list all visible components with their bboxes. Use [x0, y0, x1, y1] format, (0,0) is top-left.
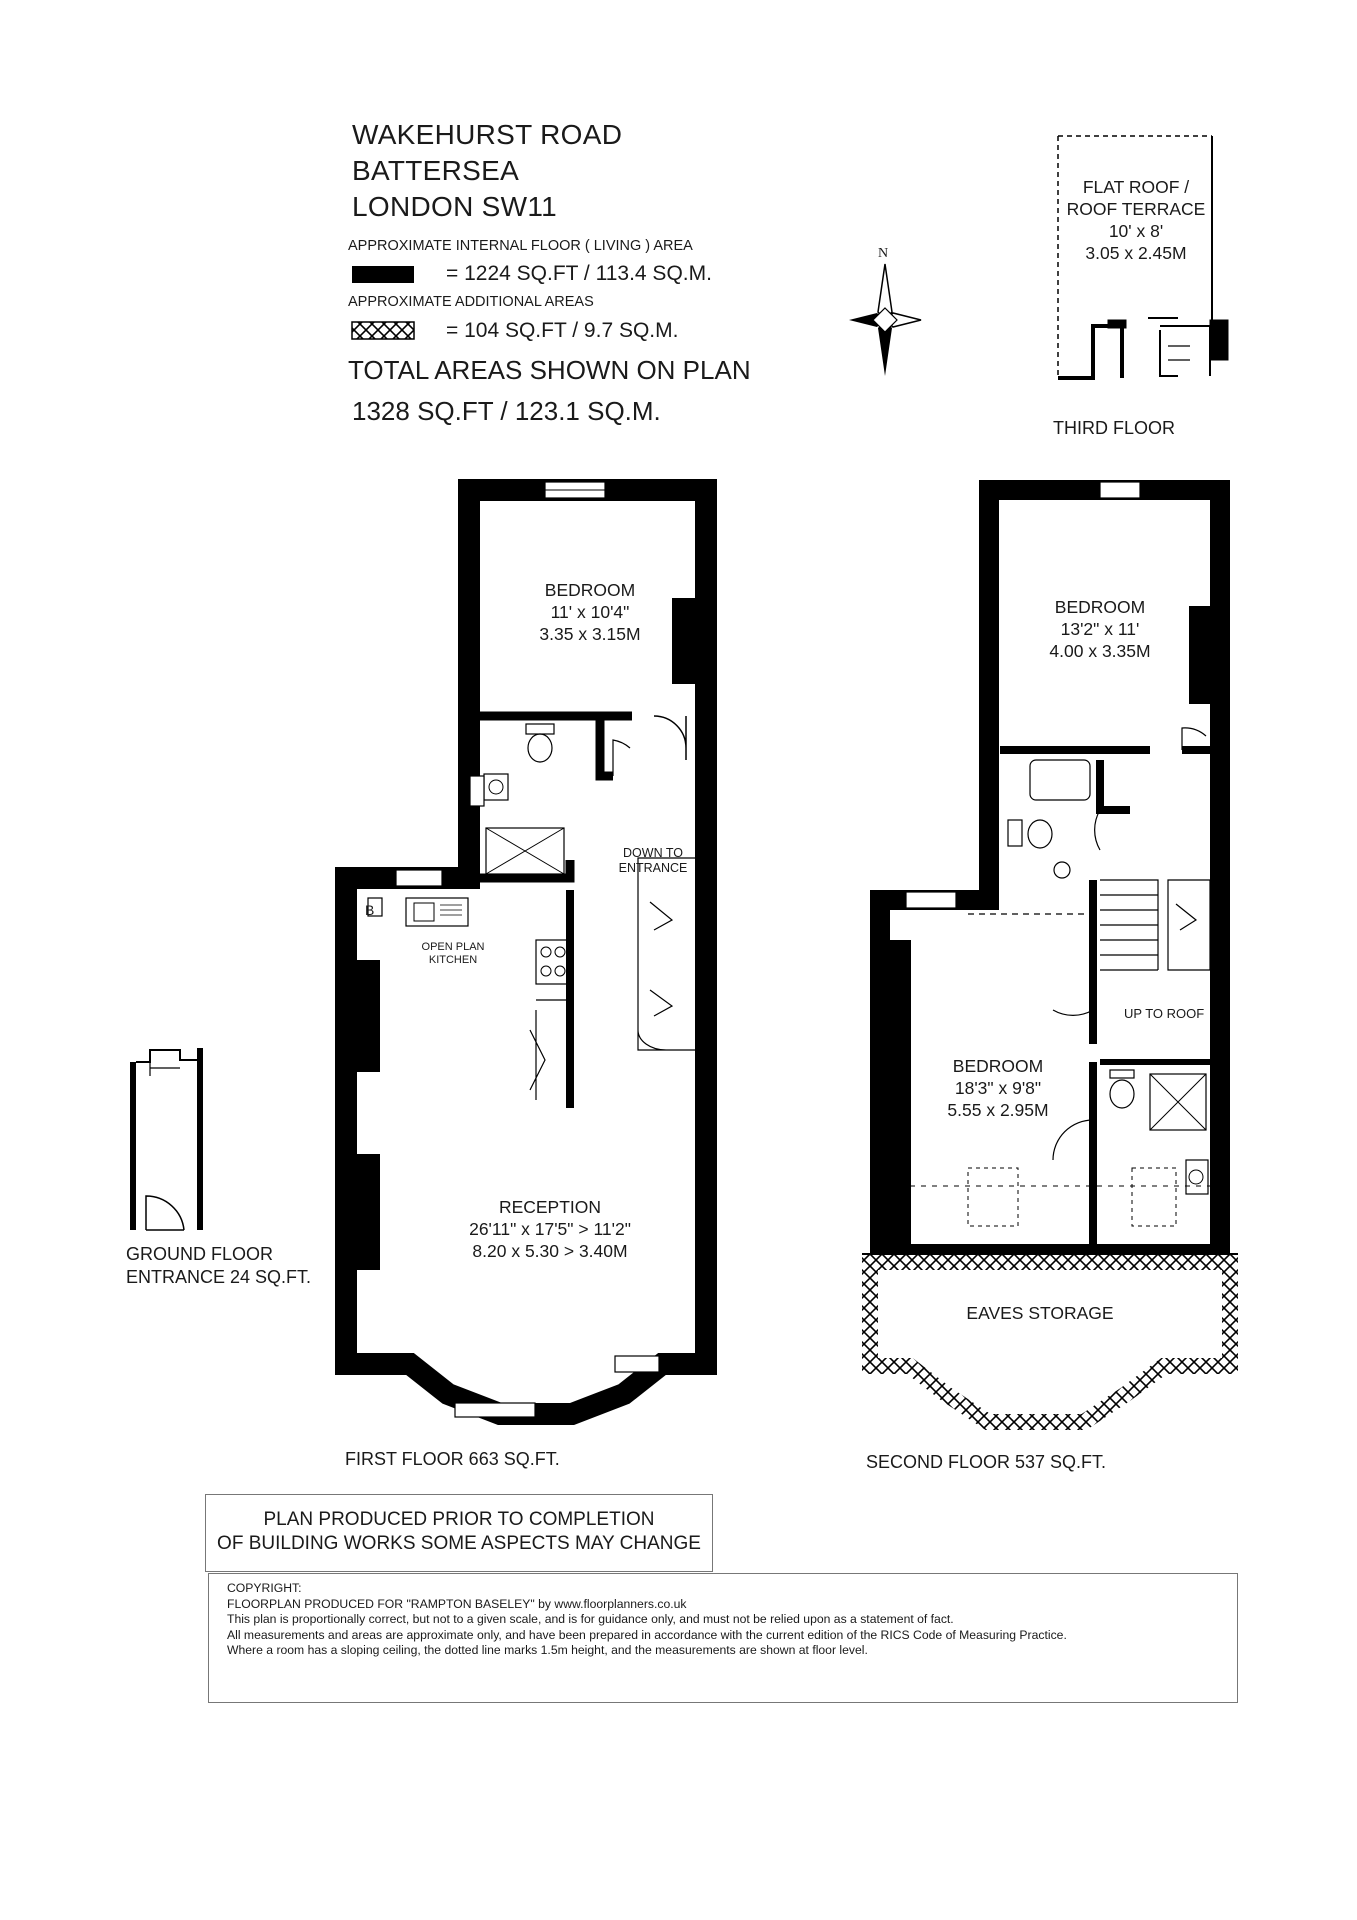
- copyright-line-4: All measurements and areas are approximate only, and have been prepared in accordance with the current edition of the RICS Code of Measuring Practice.: [227, 1627, 1067, 1642]
- ground-line-1: GROUND FLOOR: [126, 1244, 274, 1264]
- down-line-2: ENTRANCE: [618, 861, 688, 875]
- kitchen-line-1: OPEN PLAN: [421, 941, 485, 953]
- room-imperial: 11' x 10'4": [550, 602, 630, 622]
- room-name: BEDROOM: [952, 1056, 1044, 1076]
- additional-area-swatch: [352, 322, 414, 339]
- address-line-2: BATTERSEA: [352, 155, 520, 186]
- first-floor-label: FIRST FLOOR 663 SQ.FT.: [345, 1449, 560, 1469]
- total-area-heading: TOTAL AREAS SHOWN ON PLAN: [348, 355, 751, 385]
- room-imperial: 18'3" x 9'8": [954, 1078, 1042, 1098]
- room-metric: 8.20 x 5.30 > 3.40M: [472, 1241, 628, 1261]
- address-block: [352, 117, 622, 225]
- room-imperial: 26'11" x 17'5" > 11'2": [469, 1219, 631, 1239]
- living-area-value: = 1224 SQ.FT / 113.4 SQ.M.: [446, 262, 712, 285]
- eaves-storage-label: EAVES STORAGE: [966, 1303, 1114, 1323]
- notice-box: [205, 1494, 713, 1572]
- up-to-roof-label: UP TO ROOF: [1124, 1006, 1205, 1021]
- notice-line-2: OF BUILDING WORKS SOME ASPECTS MAY CHANGE: [217, 1533, 701, 1554]
- first-floor-bedroom-label: [500, 579, 680, 645]
- notice-line-1: PLAN PRODUCED PRIOR TO COMPLETION: [263, 1509, 655, 1530]
- boiler-label: B: [365, 902, 375, 918]
- roof-terrace-line-3: 10' x 8': [1108, 221, 1164, 241]
- copyright-line-5: Where a room has a sloping ceiling, the dotted line marks 1.5m height, and the measurements are shown at floor level.: [227, 1643, 868, 1657]
- additional-area-heading: APPROXIMATE ADDITIONAL AREAS: [348, 294, 594, 310]
- second-floor-bedroom-2-label: [908, 1055, 1088, 1121]
- room-metric: 3.35 x 3.15M: [539, 624, 641, 644]
- ground-floor-plan: [130, 1048, 203, 1230]
- address-line-1: WAKEHURST ROAD: [352, 119, 623, 150]
- compass-north-label: N: [878, 246, 889, 261]
- roof-terrace-line-4: 3.05 x 2.45M: [1085, 243, 1187, 263]
- room-name: BEDROOM: [544, 580, 636, 600]
- roof-terrace-line-2: ROOF TERRACE: [1066, 199, 1206, 219]
- ground-line-2: ENTRANCE 24 SQ.FT.: [126, 1267, 312, 1287]
- total-area-value: 1328 SQ.FT / 123.1 SQ.M.: [352, 396, 661, 426]
- room-imperial: 13'2" x 11': [1060, 619, 1140, 639]
- kitchen-line-2: KITCHEN: [428, 954, 478, 966]
- reception-label: [420, 1196, 680, 1262]
- address-line-3: LONDON SW11: [352, 191, 558, 222]
- living-area-heading: APPROXIMATE INTERNAL FLOOR ( LIVING ) AREA: [348, 238, 693, 254]
- room-metric: 5.55 x 2.95M: [947, 1100, 1049, 1120]
- second-floor-bedroom-1-label: [1010, 596, 1190, 662]
- ground-floor-label: [126, 1243, 311, 1289]
- third-floor-label: THIRD FLOOR: [1053, 418, 1176, 438]
- room-name: BEDROOM: [1054, 597, 1146, 617]
- compass-icon: [849, 264, 921, 376]
- second-floor-label: SECOND FLOOR 537 SQ.FT.: [866, 1452, 1107, 1472]
- room-metric: 4.00 x 3.35M: [1049, 641, 1151, 661]
- copyright-box: [208, 1573, 1238, 1703]
- copyright-line-1: COPYRIGHT:: [227, 1581, 302, 1595]
- roof-terrace-line-1: FLAT ROOF /: [1082, 177, 1190, 197]
- copyright-line-2: FLOORPLAN PRODUCED FOR "RAMPTON BASELEY" by www.floorplanners.co.uk: [227, 1596, 687, 1611]
- kitchen-label: [418, 941, 488, 967]
- roof-terrace-label: [1058, 176, 1214, 264]
- additional-area-value: = 104 SQ.FT / 9.7 SQ.M.: [446, 319, 679, 342]
- room-name: RECEPTION: [498, 1197, 602, 1217]
- living-area-swatch: [352, 266, 414, 283]
- copyright-line-3: This plan is proportionally correct, but not to a given scale, and is for guidance only, and must not be relied upon as a statement of fact.: [227, 1612, 954, 1626]
- down-to-entrance-label: [612, 846, 694, 876]
- down-line-1: DOWN TO: [623, 846, 683, 860]
